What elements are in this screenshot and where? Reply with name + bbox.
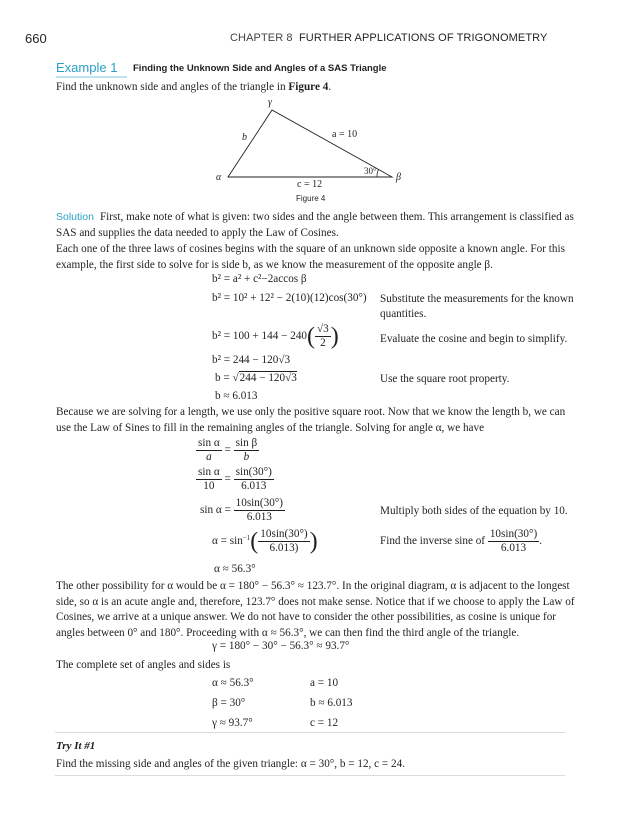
frac-denominator: 2 xyxy=(320,337,326,349)
solution-para1-text: First, make note of what is given: two sides and the angle between them. This arrangement is classified as SAS and supplies the data needed to apply the Law of Cosines. xyxy=(56,211,574,239)
frac-denominator: 6.013 xyxy=(246,511,272,523)
prompt-period: . xyxy=(328,81,332,93)
solution-paragraph-5: The complete set of angles and sides is xyxy=(56,659,231,671)
angle-30-label: 30° xyxy=(364,166,377,176)
result-angle-alpha: α ≈ 56.3° xyxy=(212,677,254,689)
sines-equation-3 xyxy=(200,497,285,524)
step5-radicand: 244 − 120√3 xyxy=(239,372,297,384)
sines-equation-1: $\frac{\text{sin α}}{a}$ = $\frac{\text{sin β}}{b}$ xyxy=(198,437,258,463)
chapter-title: FURTHER APPLICATIONS OF TRIGONOMETRY xyxy=(298,32,548,44)
frac-numerator: sin α xyxy=(198,437,220,449)
note-sines-3: Multiply both sides of the equation by 10. xyxy=(380,505,568,517)
side-b-label: b xyxy=(242,132,247,143)
frac-numerator: 10sin(30°) xyxy=(489,528,538,540)
frac-numerator: sin α xyxy=(198,466,220,478)
note-step-3: Evaluate the cosine and begin to simplify. xyxy=(380,333,568,345)
page-number: 660 xyxy=(25,31,47,46)
equation-step-1: b² = a² + c²−2accos β xyxy=(212,273,307,285)
frac-numerator: √3 xyxy=(317,323,329,335)
try-it-bottom-rule xyxy=(55,775,565,776)
inverse-superscript: −1 xyxy=(242,534,251,543)
frac-denominator: b xyxy=(243,451,250,463)
frac-numerator: 10sin(30°) xyxy=(235,497,283,509)
frac-denominator: 10 xyxy=(203,480,215,492)
prompt-text: Find the unknown side and angles of the triangle in xyxy=(56,81,289,93)
gamma-equation: γ = 180° − 30° − 56.3° ≈ 93.7° xyxy=(212,640,350,652)
vertex-gamma-label: γ xyxy=(268,97,272,108)
equation-step-5: b = √244 − 120√3 xyxy=(215,372,297,384)
vertex-alpha-label: α xyxy=(216,172,222,183)
side-a-label: a = 10 xyxy=(332,129,358,140)
result-side-b: b ≈ 6.013 xyxy=(310,697,353,709)
side-c-label: c = 12 xyxy=(297,179,323,190)
step3-left: b² = 100 + 144 − 240 xyxy=(212,330,308,343)
step5-left: b = xyxy=(215,372,233,384)
equation-step-2: b² = 10² + 12² − 2(10)(12)cos(30°) xyxy=(212,292,367,304)
note-step-2: Substitute the measurements for the known quantities. xyxy=(380,293,574,320)
result-angle-beta: β = 30° xyxy=(212,697,246,709)
equation-step-4: b² = 244 − 120√3 xyxy=(212,354,291,366)
frac-denominator: a xyxy=(206,451,212,463)
vertex-beta-label: β xyxy=(396,172,401,183)
step3-fraction xyxy=(315,323,331,350)
example-label: Example 1 xyxy=(56,60,127,78)
try-it-title: Try It #1 xyxy=(56,740,96,752)
try-it-top-rule xyxy=(55,732,565,733)
solution-paragraph-3: Because we are solving for a length, we use only the positive square root. Now that we know the length b, we can use the Law of Sines to fill in the remaining angles of the triangle. Solving for angle α, we have xyxy=(56,406,566,434)
frac-denominator: 6.013 xyxy=(500,542,527,554)
chapter-label: CHAPTER 8 xyxy=(230,32,293,44)
frac-numerator: sin(30°) xyxy=(235,466,272,478)
figure-reference: Figure 4 xyxy=(288,81,329,93)
frac-numerator: 10sin(30°) xyxy=(260,528,308,540)
note-prefix: Find the inverse sine of xyxy=(380,535,486,548)
frac-numerator: sin β xyxy=(235,437,258,449)
solution-paragraph-2: Each one of the three laws of cosines begins with the square of an unknown side opposite a known angle. For this example, the first side to solve for is side b, as we know the measurement of the opposite angle β. xyxy=(56,243,565,271)
frac-denominator: 6.013 xyxy=(241,480,267,492)
note-step-5: Use the square root property. xyxy=(380,373,510,385)
frac-denominator: 6.013) xyxy=(269,542,299,554)
sines-equation-5: α ≈ 56.3° xyxy=(214,563,256,575)
note-sines-4: Find the inverse sine of $\frac{10\sin(30^\circ)}{6.013}$ . xyxy=(380,528,542,554)
result-angle-gamma: γ ≈ 93.7° xyxy=(212,717,253,729)
sines-equation-4: $\alpha = \sin^{-1}$( $\frac{10\sin(30^\circ)}{6.013)}$ ) xyxy=(212,528,318,555)
equation-step-3: b² = 100 + 144 − 240( $\frac{√3}{2}$ ) xyxy=(212,323,339,350)
equation-step-6: b ≈ 6.013 xyxy=(215,390,258,402)
figure-caption: Figure 4 xyxy=(296,194,326,203)
sines-equation-2: $\frac{\text{sin α}}{10}$ = $\frac{\sin(30^\circ)}{6.013}$ xyxy=(198,466,272,492)
sines3-left: sin α = xyxy=(200,504,231,517)
result-side-c: c = 12 xyxy=(310,717,339,729)
solution-label: Solution xyxy=(56,211,94,223)
solution-paragraph-4: The other possibility for α would be α = 180° − 56.3° ≈ 123.7°. In the original diagram, α is adjacent to the longest side, so α is an acute angle and, therefore, 123.7° does not make sense. Notice that if we choose to apply the Law of Cosines, we arrive at a unique answer. We do not have to consider the other possibilities, as cosine is unique for angles between 0° and 180°. Proceeding with α ≈ 56.3°, we can then find the third angle of the triangle. xyxy=(56,580,575,639)
example-title: Finding the Unknown Side and Angles of a SAS Triangle xyxy=(133,63,387,74)
solution-paragraph-1 xyxy=(56,210,576,241)
result-side-a: a = 10 xyxy=(310,677,339,689)
sines4-left: α = sin xyxy=(212,535,243,548)
try-it-text: Find the missing side and angles of the given triangle: α = 30°, b = 12, c = 24. xyxy=(56,758,405,770)
